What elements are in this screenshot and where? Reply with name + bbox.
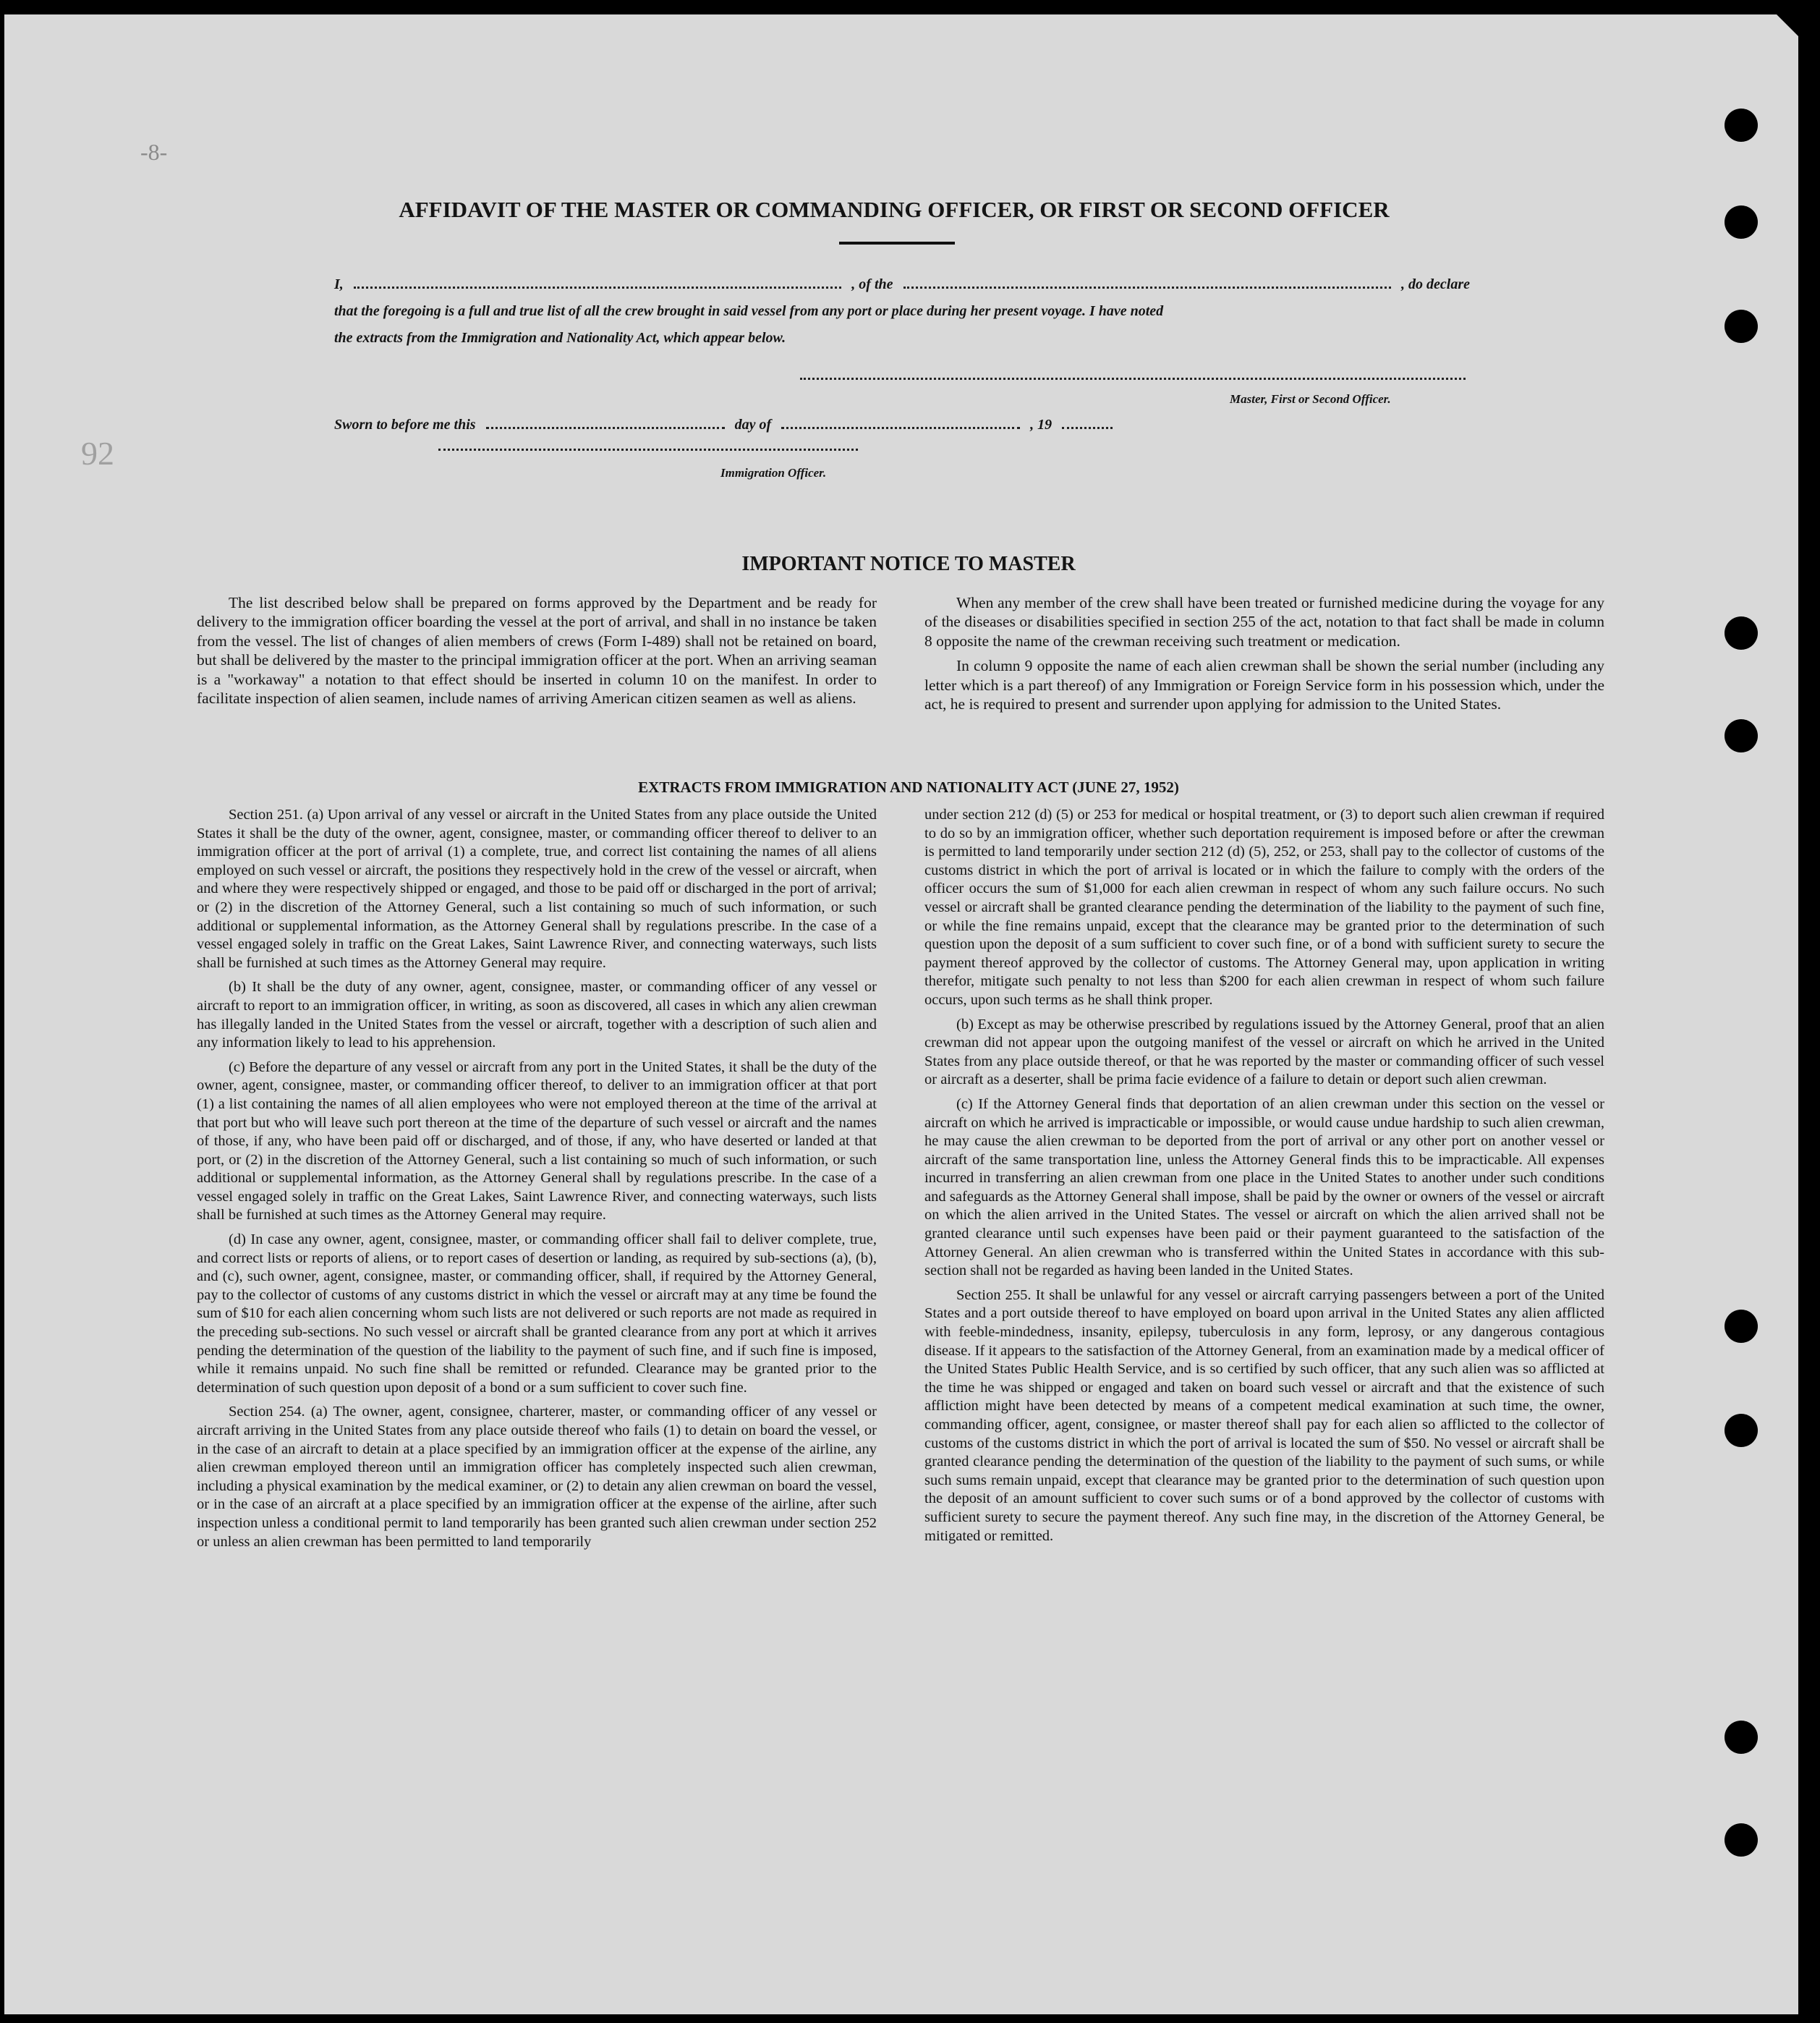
notice-right-column: [924, 593, 1604, 719]
section-254b: (b) Except as may be otherwise prescribed by regulations issued by the Attorney General, proof that an alien crewman did not appear upon the outgoing manifest of the vessel or aircraft on which he arrived in the United States from any place outside thereof, or that he was reported by the master or commanding officer of such vessel or aircraft as a deserter, shall be prima facie evidence of a failure to detain or deport such alien crewman.: [924, 1016, 1604, 1088]
sworn-month-field[interactable]: [781, 414, 1020, 429]
sworn-row: [334, 414, 1470, 433]
section-254a: Section 254. (a) The owner, agent, consignee, charterer, master, or commanding officer of any vessel or aircraft arriving in the United States from any place outside thereof who fails (1) to detain on board the vessel, or in the case of an aircraft to detain at a place specified by an immigration officer at the expense of the airline, any alien crewman employed thereon until an immigration officer has completely inspected such alien crewman, including a physical examination by the medical examiner, or (2) to detain any alien crewman on board the vessel, or in the case of an aircraft at a place specified by an immigration officer at the expense of the airline, after such inspection unless a conditional permit to land temporarily has been granted such alien crewman under section 252 or unless an alien crewman has been permitted to land temporarily: [197, 1404, 877, 1550]
page-number: -8-: [140, 139, 168, 165]
notice-paragraph: The list described below shall be prepared on forms approved by the Department and be ready for delivery to the immigration officer boarding the vessel at the port of arrival, and shall in no instance be taken from the vessel. The list of changes of alien members of crews (Form I-489) shall not be retained on board, but shall be delivered by the master to the principal immigration officer at the port. When an arriving seaman is a "workaway" a notation to that effect should be inserted in column 10 on the manifest. In order to facilitate inspection of alien seamen, include names of arriving American citizen seamen as well as aliens.: [197, 594, 877, 708]
document-page: [4, 14, 1798, 2014]
notice-left-column: [197, 593, 877, 713]
extracts-left-column: [197, 806, 877, 1557]
sworn-year-field[interactable]: [1062, 414, 1113, 429]
declarant-label: I,: [334, 276, 344, 292]
punch-hole: [1725, 616, 1758, 650]
punch-hole: [1725, 310, 1758, 343]
notice-paragraph: When any member of the crew shall have been treated or furnished medicine during the voyage for any of the diseases or disabilities specified in section 255 of the act, notation to that fact shall be made in column 8 opposite the name of the crewman receiving such treatment or medication.: [924, 594, 1604, 650]
sworn-label: Sworn to before me this: [334, 417, 476, 433]
section-254c: (c) If the Attorney General finds that deportation of an alien crewman under this section on the vessel or aircraft on which he arrived is impracticable or impossible, or would cause undue hardship to such alien crewman, he may cause the alien crewman to be deported from the port of arrival or any other port on another vessel or aircraft of the same transportation line, unless the Attorney General finds this to be impracticable. All expenses incurred in transferring an alien crewman from one place in the United States to another under such conditions and safeguards as the Attorney General shall impose, shall be paid by the owner or owners of the vessel or aircraft on which the alien arrived in the United States. The vessel or aircraft on which the alien arrived shall not be granted clearance until such expenses have been paid or their payment guaranteed to the satisfaction of the Attorney General. An alien crewman who is transferred within the United States in accordance with this sub-section shall not be regarded as having been landed in the United States.: [924, 1095, 1604, 1279]
declarant-name-field[interactable]: [354, 273, 842, 289]
punch-hole: [1725, 1823, 1758, 1857]
declaration-block: [334, 273, 1470, 347]
section-255: Section 255. It shall be unlawful for any vessel or aircraft carrying passengers between a port of the United States and a port outside thereof to have employed on board upon arrival in the United States any alien afflicted with feeble-mindedness, insanity, epilepsy, tuberculosis in any form, leprosy, or any dangerous contagious disease. If it appears to the satisfaction of the Attorney General, from an examination made by a medical officer of the United States Public Health Service, and is so certified by such officer, that any such alien was so afflicted at the time he was shipped or engaged and taken on board such vessel or aircraft and that the existence of such affliction might have been detected by means of a competent medical examination at such time, the owner, commanding officer, agent, consignee, or master thereof shall pay for each alien so afflicted to the collector of customs of the customs district in which the port of arrival is located the sum of $50. No vessel or aircraft shall be granted clearance pending the determination of the question of the liability to the payment of such sums, or while such sums remain unpaid, except that clearance may be granted prior to the determination of such question upon the deposit of an amount sufficient to cover such sums or of a bond approved by the collector of customs with sufficient surety to secure the payment thereof. Any such fine may, in the discretion of the Attorney General, be mitigated or remitted.: [924, 1286, 1604, 1544]
punch-hole: [1725, 1414, 1758, 1447]
affidavit-title: AFFIDAVIT OF THE MASTER OR COMMANDING OFFICER, OR FIRST OR SECOND OFFICER: [399, 197, 1390, 222]
notice-title: IMPORTANT NOTICE TO MASTER: [741, 553, 1076, 575]
extracts-title: EXTRACTS FROM IMMIGRATION AND NATIONALITY ACT (JUNE 27, 1952): [638, 779, 1179, 796]
punch-hole: [1725, 205, 1758, 239]
punch-hole: [1725, 109, 1758, 142]
sworn-day-field[interactable]: [486, 414, 725, 429]
of-the-label: , of the: [851, 276, 893, 292]
section-251c: (c) Before the departure of any vessel or aircraft from any port in the United States, it shall be the duty of the owner, agent, consignee, master, or commanding officer thereof, to deliver to an immigration officer at that port (1) a list containing the names of all alien employees who were not employed thereon at the time of the arrival at that port but who will leave such port thereon at the time of the departure of such vessel or aircraft and the names of those, if any, who have been paid off or discharged, and of those, if any, who have deserted or landed at that port, or (2) in the discretion of the Attorney General, such a list containing so much of such information, or such additional or supplemental information, as the Attorney General shall by regulations prescribe. In the case of a vessel engaged solely in traffic on the Great Lakes, Saint Lawrence River, and connecting waterways, such lists shall be furnished at such times as the Attorney General may require.: [197, 1059, 877, 1223]
master-signature-field[interactable]: [800, 378, 1466, 380]
punch-hole: [1725, 719, 1758, 752]
section-254a-continued: under section 212 (d) (5) or 253 for medical or hospital treatment, or (3) to deport such alien crewman if required to do so by an immigration officer, whether such deportation requirement is imposed before or after the crewman is permitted to land temporarily under section 212 (d) (5), 252, or 253, shall pay to the collector of customs of the customs district in which the port of arrival is located or in which the failure to comply with the orders of the officer occurs the sum of $1,000 for each alien crewman in respect of whom any such failure occurs. No such vessel or aircraft shall be granted clearance pending the determination of the liability to the payment of such fine, or while the fine remains unpaid, except that the clearance may be granted prior to the determination of such question upon the deposit of a sum sufficient to cover such fine, or of a bond with sufficient surety to secure the payment thereof approved by the collector of customs. The Attorney General may, upon application in writing therefor, mitigate such penalty to not less than $200 for each alien crewman in respect of whom such failure occurs, upon such terms as he shall think proper.: [924, 807, 1604, 1008]
section-251d: (d) In case any owner, agent, consignee, master, or commanding officer shall fail to deliver complete, true, and correct lists or reports of aliens, or to report cases of desertion or landing, as required by sub-sections (a), (b), and (c), such owner, agent, consignee, master, or commanding officer, shall, if required by the Attorney General, pay to the collector of customs of any customs district in which the vessel or aircraft may at any time be found the sum of $10 for each alien concerning whom such lists are not delivered or such reports are not made as required in the preceding sub-sections. No such vessel or aircraft shall be granted clearance from any port at which it arrives pending the determination of the question of the liability to the payment of such fine, and if such fine is imposed, while it remains unpaid. No such fine shall be remitted or refunded. Clearance may be granted prior to the determination of such question upon deposit of a bond or a sum sufficient to cover such fine.: [197, 1231, 877, 1396]
title-rule: [839, 242, 955, 245]
notice-paragraph: In column 9 opposite the name of each alien crewman shall be shown the serial number (including any letter which is a part thereof) of any Immigration or Foreign Service form in his possession which, under the act, he is required to present and surrender upon applying for admission to the United States.: [924, 657, 1604, 713]
do-declare-label: , do declare: [1401, 276, 1470, 292]
statement-line: that the foregoing is a full and true list of all the crew brought in said vessel from any port or place during her present voyage. I have noted: [334, 303, 1164, 319]
punch-hole: [1725, 1721, 1758, 1754]
officer-signature-field[interactable]: [438, 449, 858, 451]
statement-line: the extracts from the Immigration and Nationality Act, which appear below.: [334, 330, 786, 346]
master-signature-label: Master, First or Second Officer.: [1230, 392, 1391, 406]
section-251a: Section 251. (a) Upon arrival of any vessel or aircraft in the United States from any place outside the United States it shall be the duty of the owner, agent, consignee, master, or commanding officer thereof to deliver to an immigration officer at the port of arrival (1) a complete, true, and correct list containing the names of all aliens employed on such vessel or aircraft, the positions they respectively hold in the crew of the vessel or aircraft, when and where they were respectively shipped or engaged, and those to be paid off or discharged in the port of arrival; or (2) in the discretion of the Attorney General, such a list containing so much of such information, or such additional or supplemental information, as the Attorney General shall by regulations prescribe. In the case of a vessel engaged solely in traffic on the Great Lakes, Saint Lawrence River, and connecting waterways, such lists shall be furnished at such times as the Attorney General may require.: [197, 807, 877, 971]
vessel-name-field[interactable]: [903, 273, 1392, 289]
side-number: 92: [81, 435, 114, 472]
punch-hole: [1725, 1310, 1758, 1343]
extracts-right-column: [924, 806, 1604, 1551]
year-label: , 19: [1030, 417, 1053, 433]
section-251b: (b) It shall be the duty of any owner, agent, consignee, master, or commanding officer of any vessel or aircraft to report to an immigration officer, in writing, as soon as discovered, all cases in which any alien crewman has illegally landed in the United States from the vessel or aircraft, together with a description of such alien and any information likely to lead to his apprehension.: [197, 979, 877, 1051]
day-of-label: day of: [734, 417, 772, 433]
officer-signature-label: Immigration Officer.: [720, 466, 827, 480]
